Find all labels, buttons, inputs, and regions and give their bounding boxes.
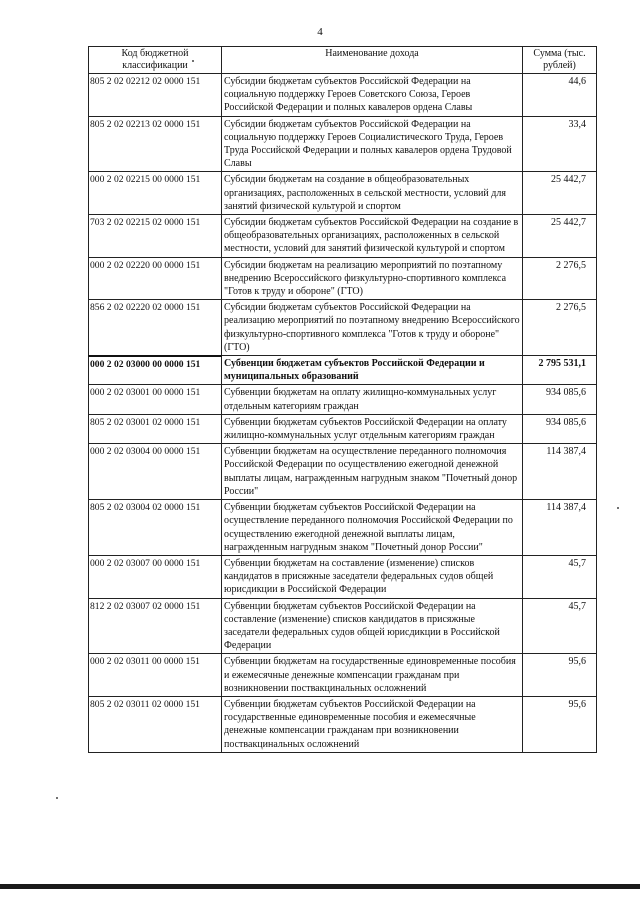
- table-row: [89, 444, 597, 500]
- header-amount: Сумма (тыс. рублей): [523, 47, 597, 74]
- table-row: [89, 414, 597, 443]
- code-cell: 856 2 02 02220 02 0000 151: [89, 300, 222, 356]
- code-cell: 805 2 02 03001 02 0000 151: [89, 414, 222, 443]
- table-row: [89, 654, 597, 697]
- name-cell: Субвенции бюджетам на оплату жилищно-коммунальных услуг отдельным категориям граждан: [222, 385, 523, 414]
- name-cell: Субвенции бюджетам субъектов Российской Федерации на оплату жилищно-коммунальных услуг отдельным категориям граждан: [222, 414, 523, 443]
- amount-cell: 95,6: [523, 696, 597, 752]
- name-cell: Субвенции бюджетам субъектов Российской Федерации на осуществление переданного полномочия Российской Федерации по осуществлению ежегодной денежной выплаты лицам, награжденным нагрудным знаком "Почетный донор России": [222, 500, 523, 556]
- code-cell: 703 2 02 02215 02 0000 151: [89, 215, 222, 258]
- code-cell: 805 2 02 02212 02 0000 151: [89, 74, 222, 117]
- amount-cell: 2 795 531,1: [523, 356, 597, 385]
- code-cell: 000 2 02 03011 00 0000 151: [89, 654, 222, 697]
- table-row: [89, 116, 597, 172]
- amount-cell: 934 085,6: [523, 414, 597, 443]
- table-row: [89, 172, 597, 215]
- table-row: [89, 385, 597, 414]
- table-row: [89, 555, 597, 598]
- table-row: [89, 215, 597, 258]
- table-body: [89, 74, 597, 753]
- scan-speck: [192, 60, 194, 62]
- header-code: Код бюджетной классификации: [89, 47, 222, 74]
- name-cell: Субсидии бюджетам субъектов Российской Федерации на создание в общеобразовательных организациях, расположенных в сельской местности, условий для занятий физической культурой и спортом: [222, 215, 523, 258]
- name-cell: Субвенции бюджетам на составление (изменение) списков кандидатов в присяжные заседатели федеральных судов общей юрисдикции в Российской Федерации: [222, 555, 523, 598]
- amount-cell: 2 276,5: [523, 257, 597, 300]
- code-cell: 000 2 02 03000 00 0000 151: [89, 356, 222, 385]
- scan-edge-band: [0, 884, 640, 889]
- name-cell: Субсидии бюджетам на реализацию мероприятий по поэтапному внедрению Всероссийского физкультурно-спортивного комплекса "Готов к труду и обороне" (ГТО): [222, 257, 523, 300]
- amount-cell: 25 442,7: [523, 172, 597, 215]
- amount-cell: 45,7: [523, 598, 597, 654]
- table-row: [89, 598, 597, 654]
- amount-cell: 33,4: [523, 116, 597, 172]
- table-row: [89, 356, 597, 385]
- amount-cell: 2 276,5: [523, 300, 597, 356]
- table-row: [89, 257, 597, 300]
- name-cell: Субсидии бюджетам субъектов Российской Федерации на социальную поддержку Героев Социалистического Труда, Героев Труда Российской Федерации и полных кавалеров ордена Трудовой Славы: [222, 116, 523, 172]
- amount-cell: 114 387,4: [523, 500, 597, 556]
- code-cell: 000 2 02 02220 00 0000 151: [89, 257, 222, 300]
- table-row: [89, 74, 597, 117]
- code-cell: 805 2 02 02213 02 0000 151: [89, 116, 222, 172]
- name-cell: Субвенции бюджетам на государственные единовременные пособия и ежемесячные денежные компенсации гражданам при возникновении поствакцинальных осложнений: [222, 654, 523, 697]
- code-cell: 000 2 02 03001 00 0000 151: [89, 385, 222, 414]
- scan-speck: [617, 507, 619, 509]
- code-cell: 000 2 02 03007 00 0000 151: [89, 555, 222, 598]
- code-cell: 000 2 02 02215 00 0000 151: [89, 172, 222, 215]
- amount-cell: 114 387,4: [523, 444, 597, 500]
- table-row: [89, 300, 597, 356]
- scan-speck: [56, 797, 58, 799]
- code-cell: 000 2 02 03004 00 0000 151: [89, 444, 222, 500]
- name-cell: Субсидии бюджетам субъектов Российской Федерации на социальную поддержку Героев Советского Союза, Героев Российской Федерации и полных кавалеров ордена Славы: [222, 74, 523, 117]
- amount-cell: 44,6: [523, 74, 597, 117]
- table-row: [89, 500, 597, 556]
- page-number: 4: [317, 26, 323, 38]
- amount-cell: 45,7: [523, 555, 597, 598]
- amount-cell: 95,6: [523, 654, 597, 697]
- name-cell: Субвенции бюджетам субъектов Российской Федерации на государственные единовременные пособия и ежемесячные денежные компенсации гражданам при возникновении поствакцинальных осложнений: [222, 696, 523, 752]
- code-cell: 805 2 02 03004 02 0000 151: [89, 500, 222, 556]
- name-cell: Субвенции бюджетам субъектов Российской Федерации и муниципальных образований: [222, 356, 523, 385]
- code-cell: 805 2 02 03011 02 0000 151: [89, 696, 222, 752]
- amount-cell: 25 442,7: [523, 215, 597, 258]
- name-cell: Субсидии бюджетам субъектов Российской Федерации на реализацию мероприятий по поэтапному внедрению Всероссийского физкультурно-спортивного комплекса "Готов к труду и обороне" (ГТО): [222, 300, 523, 356]
- name-cell: Субсидии бюджетам на создание в общеобразовательных организациях, расположенных в сельской местности, условий для занятий физической культурой и спортом: [222, 172, 523, 215]
- amount-cell: 934 085,6: [523, 385, 597, 414]
- table-header-row: [89, 47, 597, 74]
- table-row: [89, 696, 597, 752]
- name-cell: Субвенции бюджетам на осуществление переданного полномочия Российской Федерации по осуществлению ежегодной денежной выплаты лицам, награжденным нагрудным знаком "Почетный донор России": [222, 444, 523, 500]
- name-cell: Субвенции бюджетам субъектов Российской Федерации на составление (изменение) списков кандидатов в присяжные заседатели федеральных судов общей юрисдикции в Российской Федерации: [222, 598, 523, 654]
- header-name: Наименование дохода: [222, 47, 523, 74]
- code-cell: 812 2 02 03007 02 0000 151: [89, 598, 222, 654]
- budget-income-table: [88, 46, 597, 753]
